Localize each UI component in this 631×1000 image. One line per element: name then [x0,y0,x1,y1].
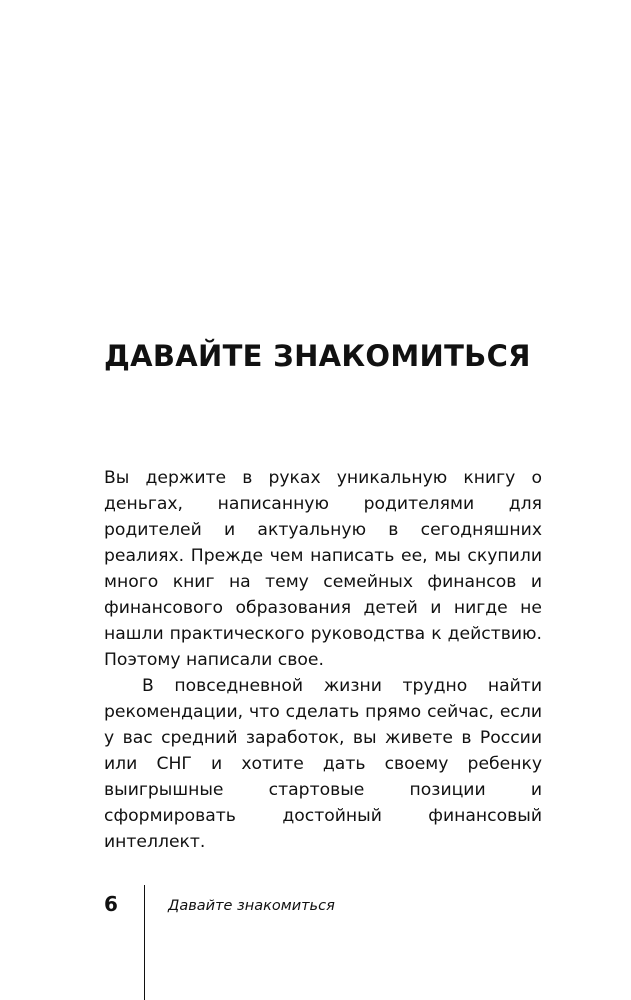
paragraph-1: Вы держите в руках уникальную книгу о деньгах, написанную родителями для родителей и актуальную в сегодняшних реалиях. Прежде чем написать ее, мы скупили много книг на тему семейных финансов и финансового образования детей и нигде не нашли практического руководства к действию. Поэтому написали свое. [104,468,542,670]
footer-divider [144,885,145,1000]
body-text [104,465,542,855]
paragraph-2: В повседневной жизни трудно найти рекомендации, что сделать прямо сейчас, если у вас средний заработок, вы живете в России или СНГ и хотите дать своему ребенку выигрышные стартовые позиции и сформировать достойный финансовый интеллект. [104,676,542,852]
running-title: Давайте знакомиться [168,898,335,914]
chapter-title: ДАВАЙТЕ ЗНАКОМИТЬСЯ [104,339,531,373]
page-number: 6 [104,892,118,916]
